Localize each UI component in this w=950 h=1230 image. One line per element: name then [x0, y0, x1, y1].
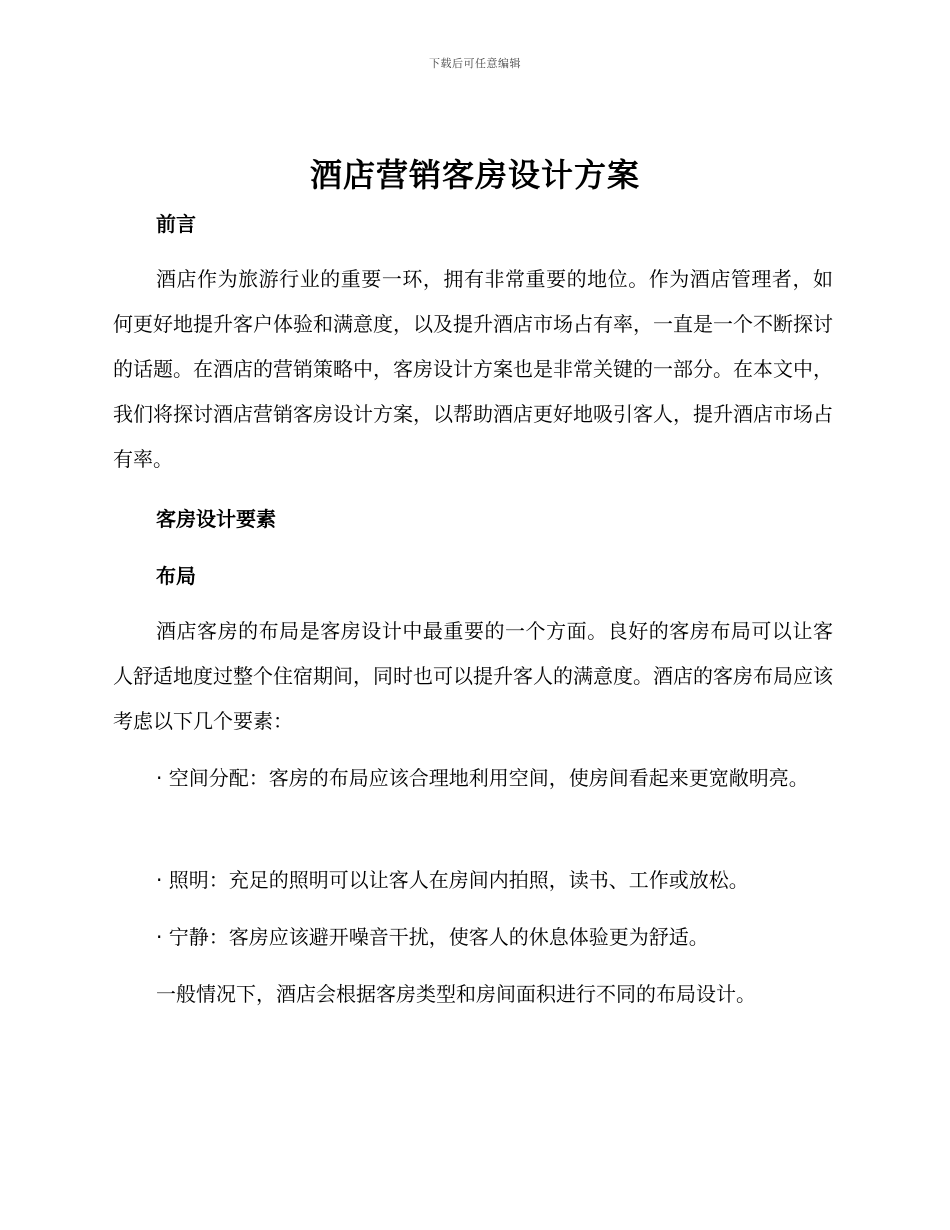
- page-header-note: 下载后可任意编辑: [429, 57, 521, 70]
- preface-heading: 前言: [156, 212, 196, 236]
- document-title: 酒店营销客房设计方案: [309, 156, 640, 194]
- layout-heading: 布局: [156, 564, 196, 588]
- bullet-space-allocation: · 空间分配：客房的布局应该合理地利用空间，使房间看起来更宽敞明亮。: [156, 766, 809, 790]
- design-elements-heading: 客房设计要素: [156, 507, 276, 531]
- preface-paragraph: 酒店作为旅游行业的重要一环，拥有非常重要的地位。作为酒店管理者，如何更好地提升客户体验和满意度，以及提升酒店市场占有率，一直是一个不断探讨的话题。在酒店的营销策略中，客房设计方案也是非常关键的一部分。在本文中，我们将探讨酒店营销客房设计方案，以帮助酒店更好地吸引客人，提升酒店市场占有率。: [113, 267, 833, 471]
- bullet-lighting: · 照明：充足的照明可以让客人在房间内拍照，读书、工作或放松。: [156, 868, 749, 892]
- bullet-quiet: · 宁静：客房应该避开噪音干扰，使客人的休息体验更为舒适。: [156, 925, 709, 949]
- closing-paragraph: 一般情况下，酒店会根据客房类型和房间面积进行不同的布局设计。: [156, 982, 756, 1006]
- layout-paragraph: 酒店客房的布局是客房设计中最重要的一个方面。良好的客房布局可以让客人舒适地度过整个住宿期间，同时也可以提升客人的满意度。酒店的客房布局应该考虑以下几个要素：: [113, 619, 833, 733]
